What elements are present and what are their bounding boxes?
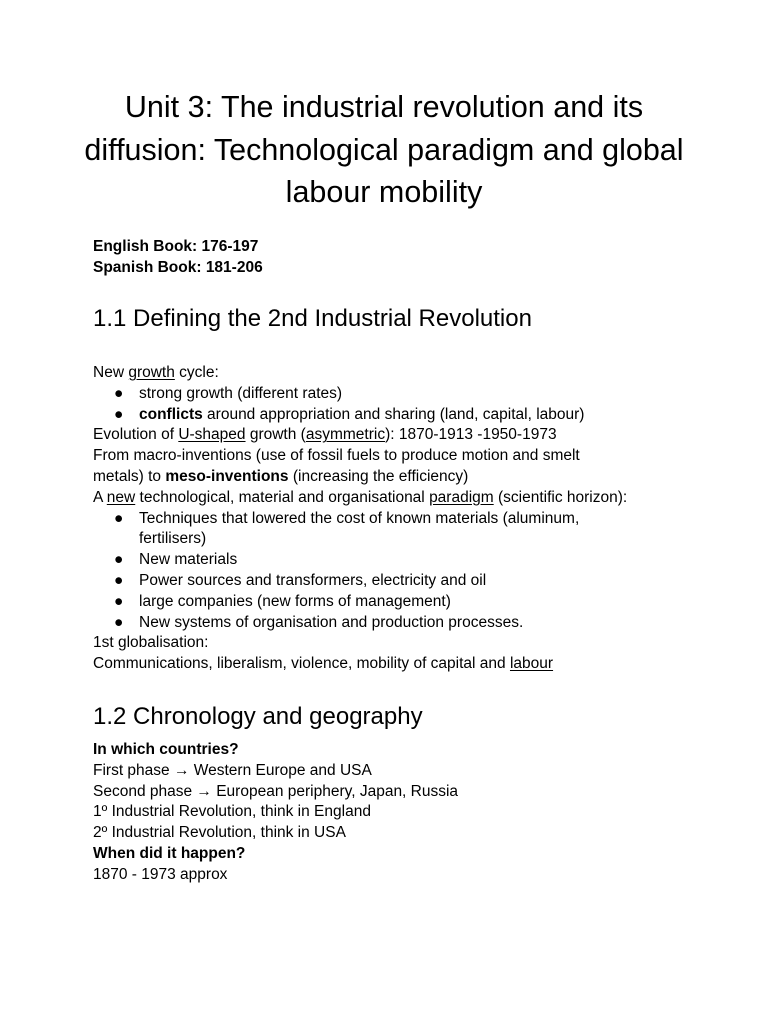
date-range-line: 1870 - 1973 approx xyxy=(93,865,228,883)
list-item-text: New systems of organisation and production processes. xyxy=(139,613,524,631)
bullet-icon: ● xyxy=(114,405,124,423)
bold-term: meso-inventions xyxy=(165,467,289,485)
list-item xyxy=(93,571,693,592)
question-countries: In which countries? xyxy=(93,741,239,758)
list-item-text: large companies (new forms of management) xyxy=(139,592,451,610)
globalisation-heading: 1st globalisation: xyxy=(93,634,209,652)
u-shaped-underlined: U-shaped xyxy=(178,426,246,444)
english-book-ref: English Book: 176-197 xyxy=(93,238,259,255)
bold-term: conflicts xyxy=(139,405,203,423)
section-2-body xyxy=(93,740,693,886)
bullet-icon: ● xyxy=(114,613,124,631)
globalisation-line xyxy=(93,654,693,675)
text-run: metals) to xyxy=(93,467,166,485)
list-item xyxy=(93,613,693,634)
list-item xyxy=(93,592,693,613)
first-ir-line: 1º Industrial Revolution, think in England xyxy=(93,803,371,821)
list-item xyxy=(93,509,693,530)
list-item-text: around appropriation and sharing (land, capital, labour) xyxy=(202,405,585,423)
text-run: New xyxy=(93,364,129,381)
section-2-heading: 1.2 Chronology and geography xyxy=(93,703,423,730)
text-run: cycle: xyxy=(174,364,219,381)
bullet-icon: ● xyxy=(114,592,124,610)
text-run: (scientific horizon): xyxy=(493,488,628,506)
list-item-text: Techniques that lowered the cost of known materials (aluminum, xyxy=(139,509,580,527)
paradigm-underlined: paradigm xyxy=(429,488,494,506)
evolution-line xyxy=(93,425,693,446)
list-item-continuation xyxy=(93,529,693,550)
list-item-text: Power sources and transformers, electricity and oil xyxy=(139,571,487,589)
text-run: growth ( xyxy=(245,426,306,444)
list-item xyxy=(93,384,693,405)
text-run: Communications, liberalism, violence, mobility of capital and xyxy=(93,655,510,673)
paradigm-line xyxy=(93,488,693,509)
second-phase-line: Second phase → European periphery, Japan, Russia xyxy=(93,782,459,800)
section-1-body xyxy=(93,363,693,675)
first-phase-line: First phase → Western Europe and USA xyxy=(93,761,372,779)
asymmetric-underlined: asymmetric xyxy=(305,426,386,444)
bullet-icon: ● xyxy=(114,509,124,527)
meso-inventions-line xyxy=(93,467,693,488)
bullet-icon: ● xyxy=(114,551,124,569)
section-1-heading: 1.1 Defining the 2nd Industrial Revolution xyxy=(93,305,532,332)
second-ir-line: 2º Industrial Revolution, think in USA xyxy=(93,824,346,842)
growth-underlined: growth xyxy=(128,364,175,381)
text-run: A xyxy=(93,488,107,506)
list-item-text: New materials xyxy=(139,551,238,569)
growth-cycle-line xyxy=(93,363,693,384)
macro-inventions-line: From macro-inventions (use of fossil fuels to produce motion and smelt xyxy=(93,447,580,465)
text-run: technological, material and organisational xyxy=(135,488,430,506)
list-item-text: strong growth (different rates) xyxy=(139,384,343,402)
spanish-book-ref: Spanish Book: 181-206 xyxy=(93,259,263,276)
labour-underlined: labour xyxy=(509,655,554,673)
text-run: ): 1870-1913 -1950-1973 xyxy=(385,426,557,444)
list-item xyxy=(93,550,693,571)
list-item-text: fertilisers) xyxy=(139,530,207,548)
text-run: (increasing the efficiency) xyxy=(288,467,469,485)
text-run: Evolution of xyxy=(93,426,179,444)
book-references xyxy=(93,236,263,278)
new-underlined: new xyxy=(106,488,136,506)
question-when: When did it happen? xyxy=(93,844,246,862)
list-item xyxy=(93,405,693,426)
document-title: Unit 3: The industrial revolution and its diffusion: Technological paradigm and global labour mobility xyxy=(84,90,684,209)
bullet-icon: ● xyxy=(114,571,124,589)
bullet-icon: ● xyxy=(114,384,124,402)
